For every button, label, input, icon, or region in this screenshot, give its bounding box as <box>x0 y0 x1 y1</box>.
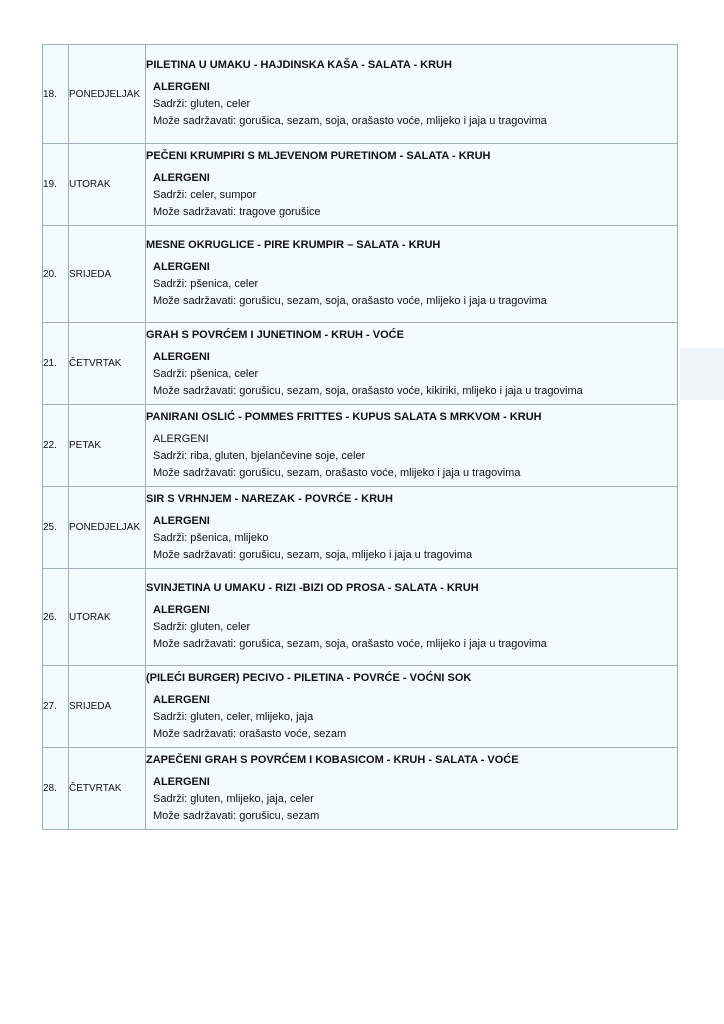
menu-row <box>43 666 678 748</box>
meal-cell <box>146 45 678 144</box>
day-cell: ČETVRTAK <box>69 748 146 830</box>
meal-title: MESNE OKRUGLICE - PIRE KRUMPIR – SALATA - KRUH <box>146 239 441 251</box>
day-cell: UTORAK <box>69 144 146 226</box>
allergen-header: ALERGENI <box>153 693 210 706</box>
allergen-may-contain: Može sadržavati: gorušica, sezam, soja, orašasto voće, mlijeko i jaja u tragovima <box>153 115 547 127</box>
meal-title: GRAH S POVRĆEM I JUNETINOM - KRUH - VOĆE <box>146 328 404 341</box>
meal-title: PANIRANI OSLIĆ - POMMES FRITTES - KUPUS SALATA S MRKVOM - KRUH <box>146 410 542 423</box>
meal-title: SVINJETINA U UMAKU - RIZI -BIZI OD PROSA - SALATA - KRUH <box>146 582 479 594</box>
allergen-header: ALERGENI <box>153 350 210 363</box>
allergen-may-contain: Može sadržavati: gorušicu, sezam, soja, orašasto voće, mlijeko i jaja u tragovima <box>153 295 547 307</box>
allergen-may-contain: Može sadržavati: gorušicu, sezam, orašasto voće, mlijeko i jaja u tragovima <box>153 466 521 479</box>
allergen-contains: Sadrži: riba, gluten, bjelančevine soje, celer <box>153 449 366 462</box>
day-cell: PONEDJELJAK <box>69 487 146 569</box>
date-cell: 19. <box>43 144 69 226</box>
day-cell: ČETVRTAK <box>69 323 146 405</box>
allergen-header: ALERGENI <box>153 514 210 527</box>
date-cell: 28. <box>43 748 69 830</box>
allergen-block <box>146 259 677 310</box>
allergen-block <box>146 79 677 130</box>
menu-row <box>43 45 678 144</box>
allergen-block <box>146 513 677 564</box>
meal-cell <box>146 323 678 405</box>
meal-cell <box>146 226 678 323</box>
allergen-contains: Sadrži: celer, sumpor <box>153 188 257 201</box>
menu-row <box>43 569 678 666</box>
allergen-may-contain: Može sadržavati: gorušicu, sezam <box>153 809 320 822</box>
date-cell: 27. <box>43 666 69 748</box>
menu-row <box>43 405 678 487</box>
allergen-block <box>146 602 677 653</box>
side-scroll-tab <box>680 348 724 400</box>
meal-cell <box>146 487 678 569</box>
allergen-header: ALERGENI <box>153 81 210 93</box>
allergen-contains: Sadrži: gluten, celer <box>153 621 251 633</box>
meal-cell <box>146 748 678 830</box>
allergen-may-contain: Može sadržavati: gorušica, sezam, soja, orašasto voće, mlijeko i jaja u tragovima <box>153 638 547 650</box>
meal-title: PEČENI KRUMPIRI S MLJEVENOM PURETINOM - SALATA - KRUH <box>146 149 491 162</box>
allergen-contains: Sadrži: gluten, celer <box>153 98 251 110</box>
menu-table-body <box>43 45 678 830</box>
allergen-header: ALERGENI <box>153 604 210 616</box>
allergen-header: ALERGENI <box>153 775 210 788</box>
allergen-header: ALERGENI <box>153 171 210 184</box>
allergen-contains: Sadrži: gluten, celer, mlijeko, jaja <box>153 710 314 723</box>
meal-cell <box>146 405 678 487</box>
menu-row <box>43 487 678 569</box>
allergen-block <box>146 170 677 221</box>
day-cell: UTORAK <box>69 569 146 666</box>
meal-cell <box>146 569 678 666</box>
allergen-may-contain: Može sadržavati: gorušicu, sezam, soja, orašasto voće, kikiriki, mlijeko i jaja u tragovima <box>153 384 583 397</box>
meal-cell <box>146 144 678 226</box>
allergen-block <box>146 692 677 743</box>
day-cell: SRIJEDA <box>69 666 146 748</box>
allergen-contains: Sadrži: pšenica, celer <box>153 367 259 380</box>
menu-table <box>42 44 678 830</box>
allergen-may-contain: Može sadržavati: gorušicu, sezam, soja, mlijeko i jaja u tragovima <box>153 548 473 561</box>
date-cell: 26. <box>43 569 69 666</box>
allergen-contains: Sadrži: gluten, mlijeko, jaja, celer <box>153 792 314 805</box>
meal-title: PILETINA U UMAKU - HAJDINSKA KAŠA - SALATA - KRUH <box>146 59 452 71</box>
allergen-header: ALERGENI <box>153 261 210 273</box>
allergen-contains: Sadrži: pšenica, mlijeko <box>153 531 269 544</box>
allergen-contains: Sadrži: pšenica, celer <box>153 278 259 290</box>
meal-title: (PILEĆI BURGER) PECIVO - PILETINA - POVRĆE - VOĆNI SOK <box>146 671 472 684</box>
day-cell: PONEDJELJAK <box>69 45 146 144</box>
allergen-may-contain: Može sadržavati: tragove gorušice <box>153 205 321 218</box>
menu-row <box>43 748 678 830</box>
allergen-may-contain: Može sadržavati: orašasto voće, sezam <box>153 727 347 740</box>
allergen-block <box>146 349 677 400</box>
day-cell: PETAK <box>69 405 146 487</box>
meal-cell <box>146 666 678 748</box>
allergen-block <box>146 431 677 482</box>
date-cell: 22. <box>43 405 69 487</box>
menu-row <box>43 226 678 323</box>
menu-row <box>43 144 678 226</box>
meal-title: SIR S VRHNJEM - NAREZAK - POVRĆE - KRUH <box>146 492 393 505</box>
date-cell: 20. <box>43 226 69 323</box>
meal-title: ZAPEČENI GRAH S POVRĆEM I KOBASICOM - KRUH - SALATA - VOĆE <box>146 753 519 766</box>
date-cell: 25. <box>43 487 69 569</box>
date-cell: 21. <box>43 323 69 405</box>
menu-row <box>43 323 678 405</box>
day-cell: SRIJEDA <box>69 226 146 323</box>
date-cell: 18. <box>43 45 69 144</box>
allergen-block <box>146 774 677 825</box>
allergen-header: ALERGENI <box>153 432 209 445</box>
